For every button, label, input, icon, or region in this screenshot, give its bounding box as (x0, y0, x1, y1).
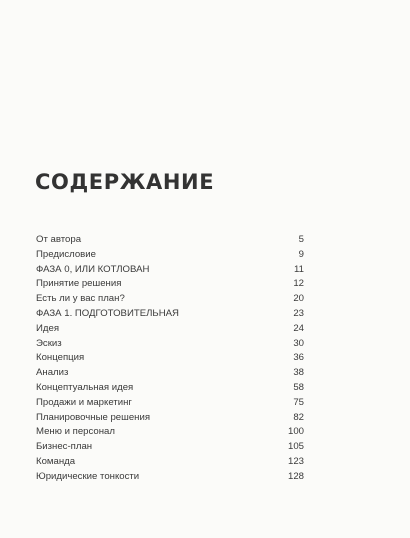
toc-entry-page-number: 12 (293, 278, 304, 290)
toc-entry-title: Концепция (36, 352, 85, 364)
toc-entry-page-number: 5 (298, 234, 304, 245)
toc-entry-title: От автора (36, 234, 82, 245)
toc-entry[interactable] (36, 455, 304, 470)
toc-entry[interactable] (36, 351, 304, 366)
toc-entry[interactable] (36, 440, 304, 455)
toc-entry-page-number: 105 (287, 441, 304, 453)
toc-entry-title: Анализ (36, 367, 69, 379)
toc-entry[interactable] (36, 470, 304, 485)
toc-entry-title: Команда (36, 455, 76, 467)
toc-entry-page-number: 30 (293, 337, 304, 349)
toc-entry-title: Юридические тонкости (36, 470, 140, 482)
toc-entry[interactable] (36, 381, 304, 396)
toc-entry[interactable] (36, 366, 304, 381)
toc-entry-page-number: 9 (298, 248, 304, 260)
toc-entry[interactable] (36, 425, 304, 440)
toc-entry-title: Меню и персонал (36, 426, 115, 438)
toc-entry-title: Есть ли у вас план? (36, 293, 125, 305)
toc-entry-title: Продажи и маркетинг (36, 396, 132, 408)
toc-entry-title: ФАЗА 1. ПОДГОТОВИТЕЛЬНАЯ (36, 307, 179, 319)
toc-entry[interactable] (36, 322, 304, 337)
toc-entry-title: Эскиз (36, 337, 62, 349)
toc-entry-title: Планировочные решения (36, 411, 151, 423)
toc-entry-title: ФАЗА 0, ИЛИ КОТЛОВАН (36, 263, 150, 275)
toc-entry-page-number: 123 (287, 455, 304, 467)
toc-entry-title: Идея (36, 322, 60, 334)
toc-entry-page-number: 38 (293, 367, 304, 379)
toc-entry[interactable] (36, 337, 304, 352)
toc-entry[interactable] (36, 233, 304, 248)
toc-entry[interactable] (36, 277, 304, 292)
toc-entry-page-number: 23 (293, 307, 304, 319)
table-of-contents (36, 233, 304, 485)
toc-entry[interactable] (36, 292, 304, 307)
toc-entry[interactable] (36, 248, 304, 263)
toc-entry-page-number: 24 (293, 322, 304, 334)
toc-entry-page-number: 82 (293, 411, 304, 423)
toc-entry-page-number: 11 (294, 263, 304, 275)
toc-entry-title: Концептуальная идея (36, 381, 134, 393)
toc-entry-page-number: 36 (293, 352, 304, 364)
page-title: СОДЕРЖАНИЕ (35, 170, 215, 194)
toc-entry-page-number: 75 (293, 396, 304, 408)
toc-entry-title: Принятие решения (36, 278, 122, 290)
toc-entry-page-number: 128 (287, 470, 304, 482)
toc-entry[interactable] (36, 411, 304, 426)
toc-entry[interactable] (36, 396, 304, 411)
toc-entry-title: Бизнес-план (36, 441, 93, 453)
toc-entry-page-number: 100 (287, 426, 304, 438)
toc-entry-page-number: 20 (293, 293, 304, 305)
toc-section-heading[interactable] (36, 307, 304, 322)
toc-entry-page-number: 58 (293, 381, 304, 393)
toc-section-heading[interactable] (36, 263, 304, 278)
toc-entry-title: Предисловие (36, 248, 96, 260)
